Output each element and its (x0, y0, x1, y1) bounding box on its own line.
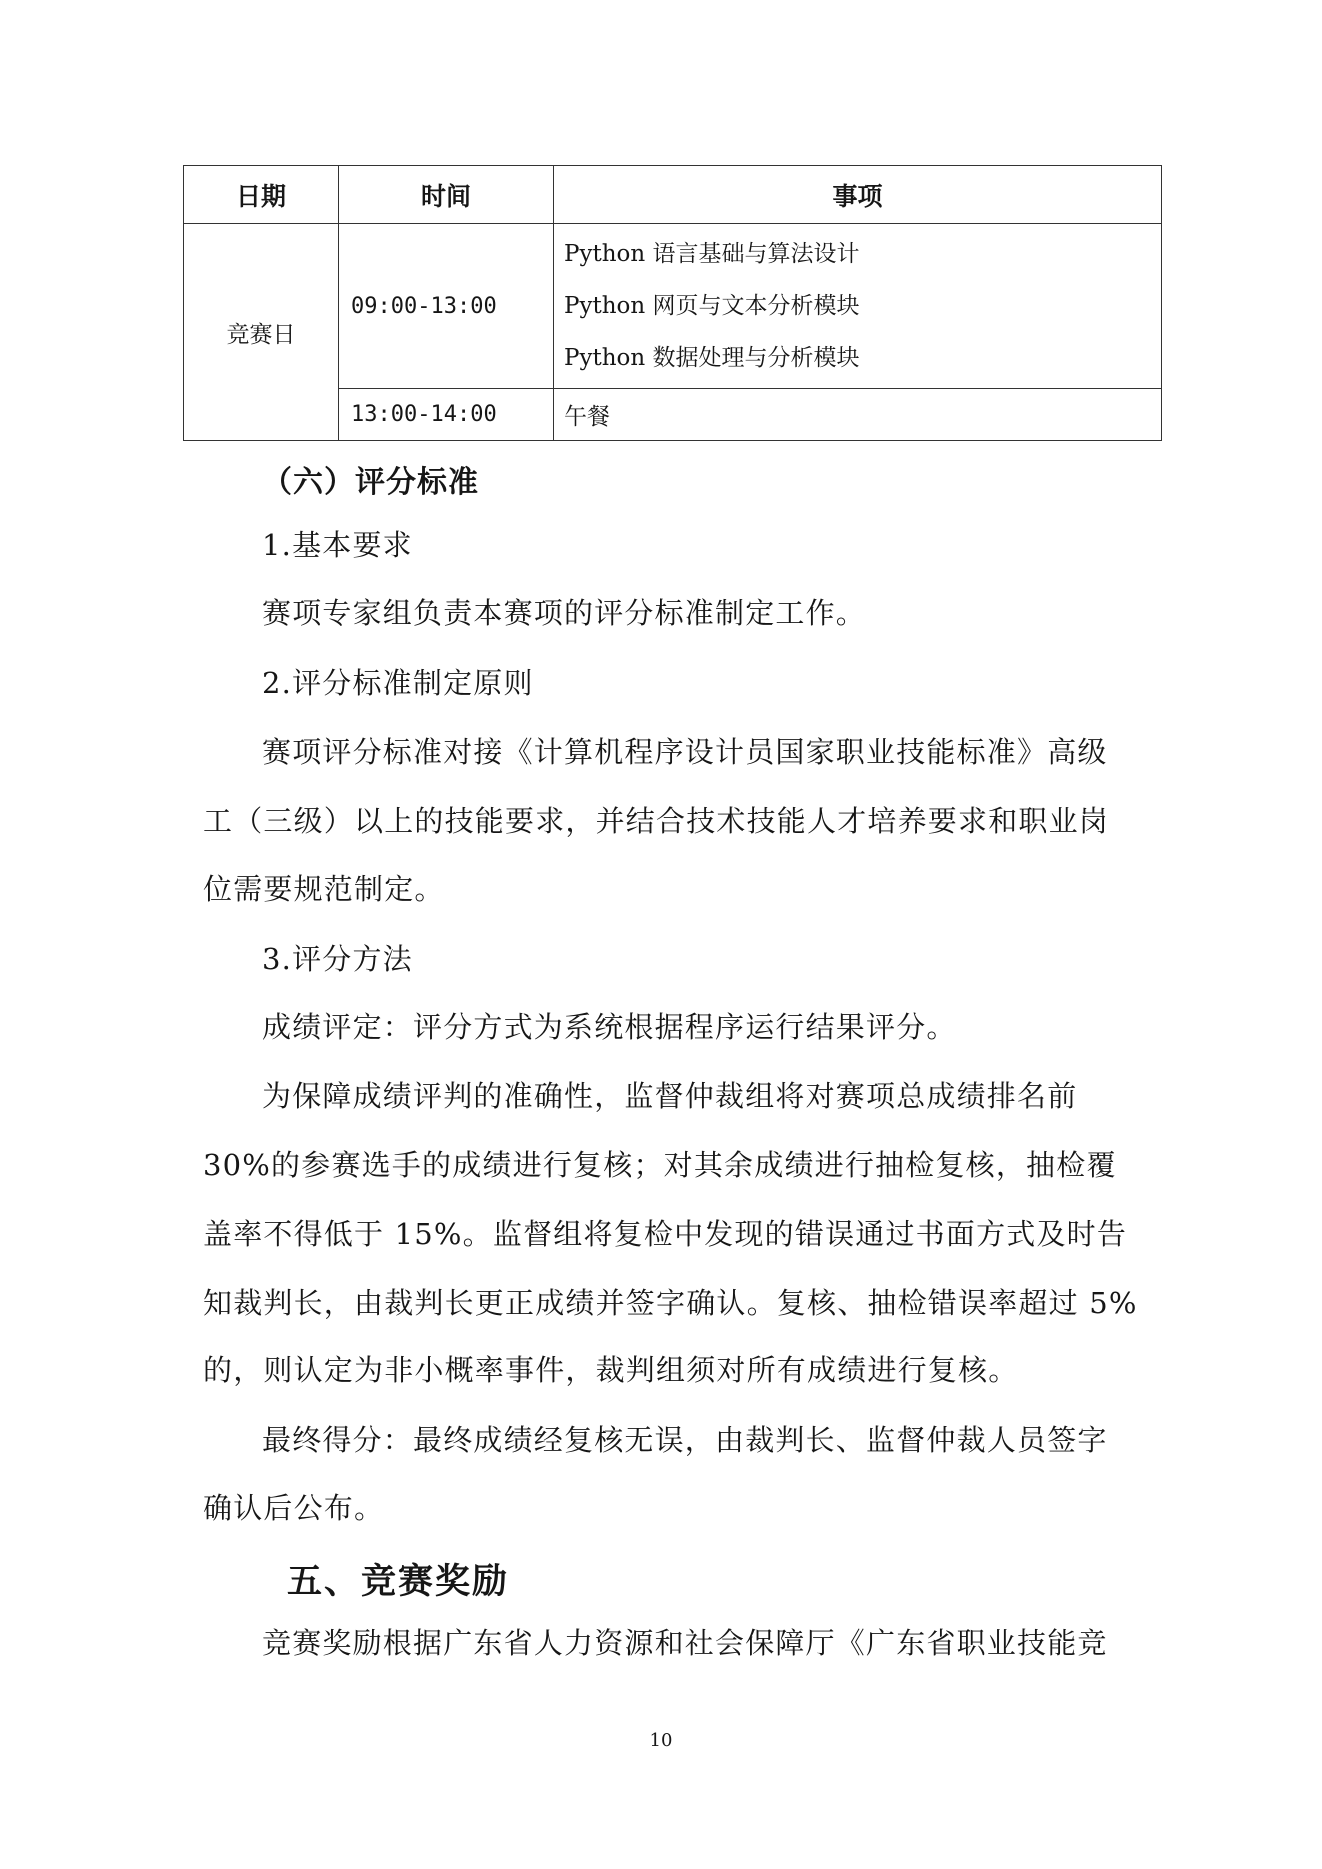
paragraph-line: 工（三级）以上的技能要求，并结合技术技能人才培养要求和职业岗 (203, 804, 1110, 838)
schedule-table (183, 165, 1162, 441)
cell-day: 竞赛日 (184, 224, 339, 441)
paragraph-line: 成绩评定：评分方式为系统根据程序运行结果评分。 (262, 1010, 957, 1044)
paragraph-line: 确认后公布。 (203, 1491, 385, 1525)
paragraph-line: 知裁判长，由裁判长更正成绩并签字确认。复核、抽检错误率超过 5% (203, 1286, 1138, 1320)
table-row (184, 224, 1162, 389)
header-item: 事项 (554, 166, 1162, 224)
section-five-heading: 五、竞赛奖励 (287, 1562, 510, 1602)
list-item: Python 语言基础与算法设计 (564, 241, 860, 267)
paragraph-line: 的，则认定为非小概率事件，裁判组须对所有成绩进行复核。 (203, 1353, 1019, 1387)
paragraph-line: 位需要规范制定。 (203, 872, 445, 906)
paragraph-line: 竞赛奖励根据广东省人力资源和社会保障厅《广东省职业技能竞 (262, 1626, 1108, 1660)
subheading-method: 3.评分方法 (262, 942, 413, 976)
paragraph-line: 赛项评分标准对接《计算机程序设计员国家职业技能标准》高级 (262, 735, 1108, 769)
page-number: 10 (649, 1730, 673, 1751)
subheading-basic: 1.基本要求 (262, 528, 413, 562)
paragraph-line: 为保障成绩评判的准确性，监督仲裁组将对赛项总成绩排名前 (262, 1079, 1078, 1113)
table-header-row (184, 166, 1162, 224)
paragraph-line: 赛项专家组负责本赛项的评分标准制定工作。 (262, 596, 867, 630)
list-item: Python 数据处理与分析模块 (564, 345, 860, 371)
paragraph-line: 盖率不得低于 15%。监督组将复检中发现的错误通过书面方式及时告 (203, 1217, 1128, 1251)
list-item: Python 网页与文本分析模块 (564, 293, 860, 319)
cell-items-1 (554, 224, 1162, 389)
header-time: 时间 (339, 166, 554, 224)
paragraph-line: 最终得分：最终成绩经复核无误，由裁判长、监督仲裁人员签字 (262, 1423, 1108, 1457)
paragraph-line: 30%的参赛选手的成绩进行复核；对其余成绩进行抽检复核，抽检覆 (203, 1148, 1117, 1182)
cell-item-2: 午餐 (554, 389, 1162, 441)
section-six-heading: （六）评分标准 (262, 465, 479, 500)
cell-time-1: 09:00-13:00 (339, 224, 554, 389)
cell-time-2: 13:00-14:00 (339, 389, 554, 441)
subheading-principle: 2.评分标准制定原则 (262, 666, 534, 700)
header-date: 日期 (184, 166, 339, 224)
